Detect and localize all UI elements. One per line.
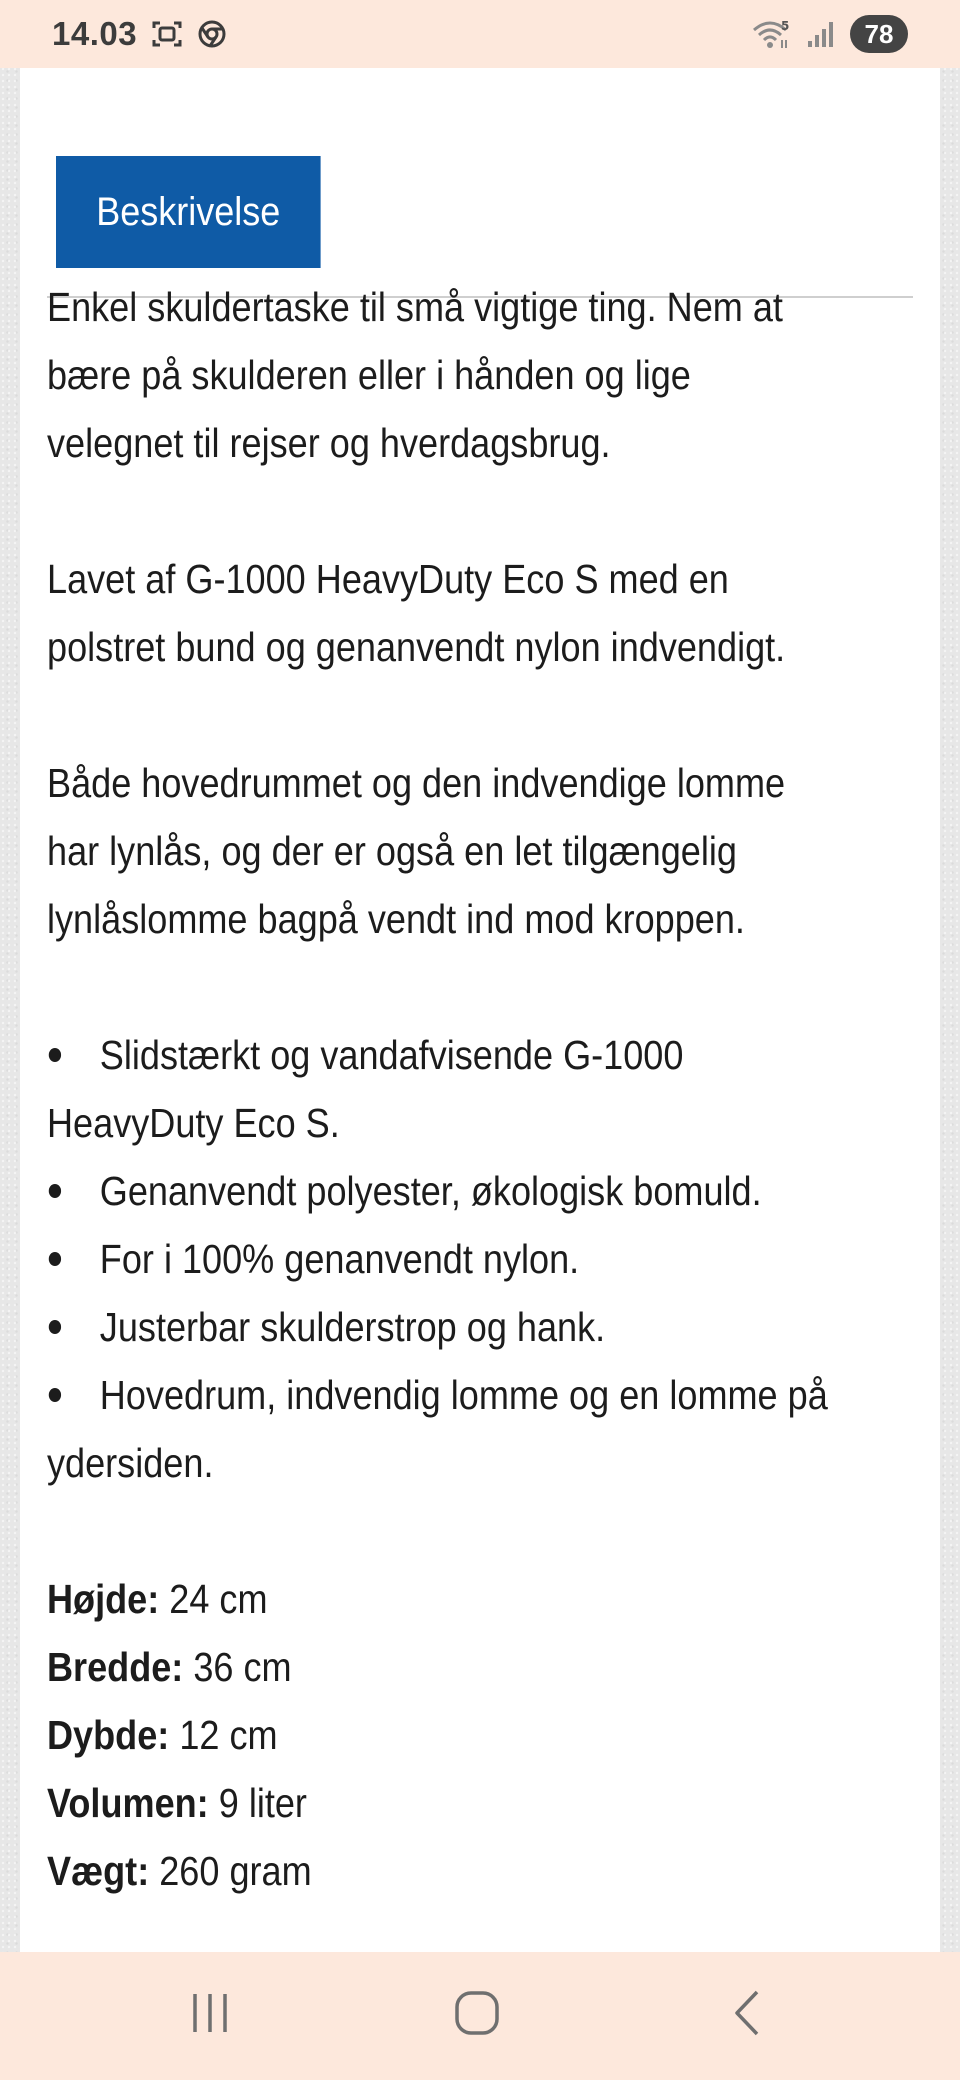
text-line: Lavet af G-1000 HeavyDuty Eco S med en (47, 556, 729, 602)
spec-volume (47, 1769, 936, 1837)
home-icon (452, 1988, 502, 2043)
spec-value: 12 cm (169, 1712, 278, 1758)
bullet-icon (49, 1388, 61, 1402)
list-item (47, 1021, 936, 1157)
bullet-icon (49, 1048, 61, 1062)
chrome-icon (197, 19, 227, 49)
bullet-icon (49, 1252, 61, 1266)
spec-list (47, 1565, 936, 1905)
wifi-icon (752, 18, 792, 50)
list-item-continuation: HeavyDuty Eco S. (47, 1100, 340, 1146)
list-item (47, 1293, 936, 1361)
list-item-text: Justerbar skulderstrop og hank. (99, 1304, 606, 1350)
spec-value: 36 cm (183, 1644, 292, 1690)
text-line: har lynlås, og der er også en let tilgængelig (47, 828, 737, 874)
list-item-text: Slidstærkt og vandafvisende G-1000 (99, 1032, 684, 1078)
list-item-text: Genanvendt polyester, økologisk bomuld. (99, 1168, 762, 1214)
bullet-icon (49, 1184, 61, 1198)
product-description-card (20, 68, 940, 1952)
spec-label: Vægt: (47, 1848, 150, 1894)
recent-apps-icon (185, 1988, 235, 2043)
navigation-bar (0, 1952, 960, 2080)
status-time: 14.03 (52, 15, 138, 52)
signal-icon (806, 19, 836, 49)
spec-weight (47, 1837, 936, 1905)
list-item (47, 1157, 936, 1225)
battery-level: 78 (850, 15, 908, 53)
list-item-continuation: ydersiden. (47, 1440, 214, 1486)
spec-height (47, 1565, 936, 1633)
screenshot-icon (151, 19, 183, 49)
tab-description-label: Beskrivelse (96, 189, 281, 234)
tab-bar (47, 112, 913, 298)
spec-depth (47, 1701, 936, 1769)
description-body (47, 273, 937, 1905)
text-line: Enkel skuldertaske til små vigtige ting. Nem at (47, 284, 783, 330)
spec-value: 260 gram (149, 1848, 312, 1894)
back-icon (723, 1988, 773, 2043)
list-item-text: For i 100% genanvendt nylon. (99, 1236, 580, 1282)
feature-list (47, 1021, 936, 1497)
text-line: lynlåslomme bagpå vendt ind mod kroppen. (47, 896, 745, 942)
description-paragraph-1 (47, 273, 936, 477)
description-paragraph-2 (47, 545, 936, 681)
spec-label: Volumen: (47, 1780, 209, 1826)
spec-value: 9 liter (208, 1780, 307, 1826)
status-bar (0, 0, 960, 68)
spec-label: Højde: (47, 1576, 160, 1622)
status-left (52, 15, 227, 53)
spec-label: Bredde: (47, 1644, 184, 1690)
recent-apps-button[interactable] (175, 1984, 245, 2046)
list-item-text: Hovedrum, indvendig lomme og en lomme på (99, 1372, 828, 1418)
spec-label: Dybde: (47, 1712, 170, 1758)
bullet-icon (49, 1320, 61, 1334)
wifi-badge: 5 (781, 19, 790, 33)
tab-description[interactable] (56, 156, 321, 268)
text-line: bære på skulderen eller i hånden og lige (47, 352, 691, 398)
text-line: polstret bund og genanvendt nylon indvendigt. (47, 624, 786, 670)
text-line: Både hovedrummet og den indvendige lomme (47, 760, 786, 806)
text-line: velegnet til rejser og hverdagsbrug. (47, 420, 611, 466)
list-item (47, 1361, 936, 1497)
home-button[interactable] (442, 1984, 512, 2046)
back-button[interactable] (713, 1984, 783, 2046)
status-right (738, 15, 908, 53)
spec-width (47, 1633, 936, 1701)
list-item (47, 1225, 936, 1293)
description-paragraph-3 (47, 749, 936, 953)
spec-value: 24 cm (159, 1576, 268, 1622)
